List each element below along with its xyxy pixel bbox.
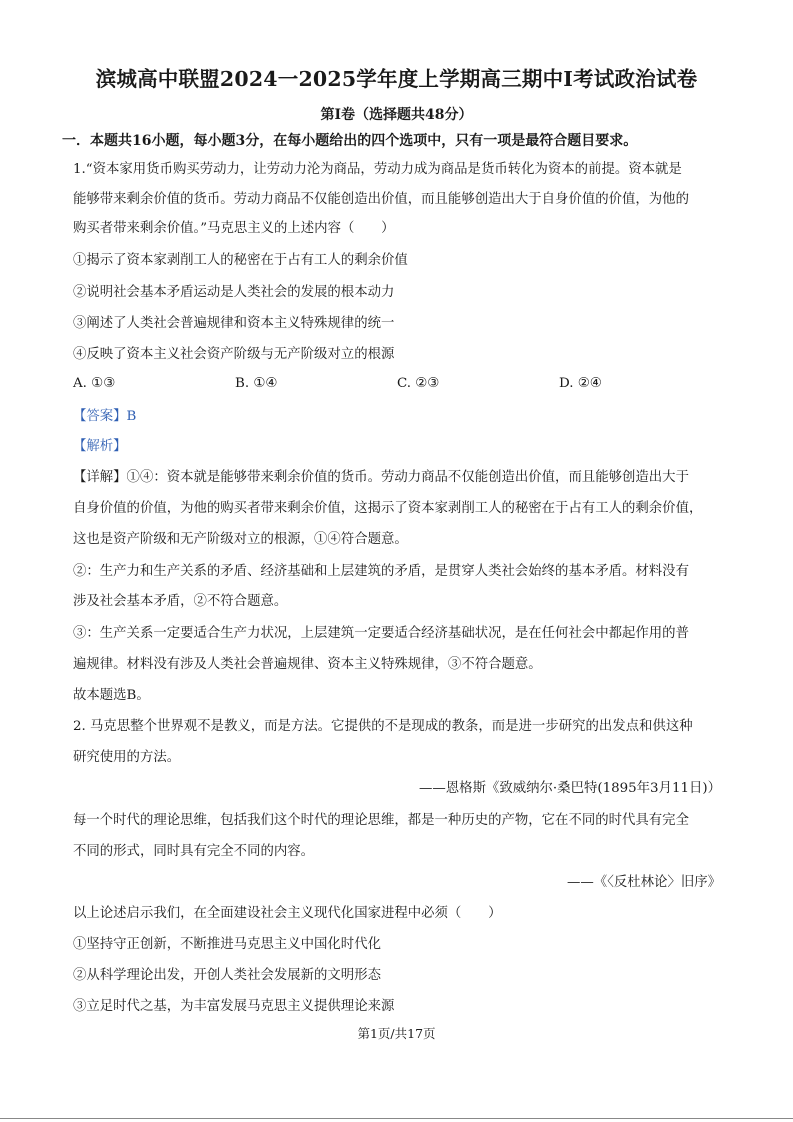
explanation-line: 故本题选B。 (73, 688, 150, 703)
q1-option-b: B. ①④ (235, 376, 278, 391)
q1-statement: ④反映了资本主义社会资产阶级与无产阶级对立的根源 (73, 347, 395, 362)
q2-stem: 以上论述启示我们，在全面建设社会主义现代化国家进程中必须（ ） (73, 906, 502, 921)
q1-stem-line: 能够带来剩余价值的货币。劳动力商品不仅能创造出价值，而且能够创造出大于自身价值的价值，为他的 (73, 192, 689, 207)
q2-quote-line: 2. 马克思整个世界观不是教义，而是方法。它提供的不是现成的教条，而是进一步研究的出发点和供这种 (73, 719, 693, 734)
q2-statement: ①坚持守正创新，不断推进马克思主义中国化时代化 (73, 937, 381, 952)
answer-label: 【答案】B (73, 409, 137, 424)
q2-statement: ②从科学理论出发，开创人类社会发展新的文明形态 (73, 968, 381, 983)
q2-statement: ③立足时代之基，为丰富发展马克思主义提供理论来源 (73, 999, 395, 1014)
page-footer: 第1页/共17页 (357, 1026, 436, 1041)
instructions: 一．本题共16小题，每小题3分，在每小题给出的四个选项中，只有一项是最符合题目要求。 (62, 133, 638, 149)
q2-quote-line: 研究使用的方法。 (73, 750, 181, 765)
q1-stem-line: 1.“资本家用货币购买劳动力，让劳动力沦为商品，劳动力成为商品是货币转化为资本的前提。资本就是 (73, 162, 682, 177)
q1-stem-line: 购买者带来剩余价值。”马克思主义的上述内容（ ） (73, 221, 395, 236)
q1-option-d: D. ②④ (559, 376, 602, 391)
q1-option-c: C. ②③ (397, 376, 440, 391)
q1-statement: ②说明社会基本矛盾运动是人类社会的发展的根本动力 (73, 285, 395, 300)
q1-statement: ③阐述了人类社会普遍规律和资本主义特殊规律的统一 (73, 316, 395, 331)
analysis-label: 【解析】 (73, 439, 127, 454)
explanation-line: 涉及社会基本矛盾，②不符合题意。 (73, 594, 288, 609)
document-title: 滨城高中联盟2024一2025学年度上学期高三期中Ⅰ考试政治试卷 (95, 67, 698, 91)
explanation-line: ②：生产力和生产关系的矛盾、经济基础和上层建筑的矛盾，是贯穿人类社会始终的基本矛盾。材料没有 (73, 564, 689, 579)
explanation-line: ③：生产关系一定要适合生产力状况，上层建筑一定要适合经济基础状况，是在任何社会中都起作用的普 (73, 626, 689, 641)
explanation-line: 这也是资产阶级和无产阶级对立的根源，①④符合题意。 (73, 532, 408, 547)
q2-quote-source: ——《〈反杜林论〉旧序》 (567, 875, 721, 890)
explanation-line: 【详解】①④：资本就是能够带来剩余价值的货币。劳动力商品不仅能创造出价值，而且能够创造出大于 (73, 470, 689, 485)
explanation-line: 遍规律。材料没有涉及人类社会普遍规律、资本主义特殊规律，③不符合题意。 (73, 657, 542, 672)
q1-option-a: A. ①③ (73, 376, 116, 391)
q2-quote-source: ——恩格斯《致威纳尔·桑巴特(1895年3月11日)） (419, 781, 721, 796)
q2-quote-line: 不同的形式，同时具有完全不同的内容。 (73, 844, 315, 859)
q2-quote-line: 每一个时代的理论思维，包括我们这个时代的理论思维，都是一种历史的产物，它在不同的时代具有完全 (73, 813, 689, 828)
q1-statement: ①揭示了资本家剥削工人的秘密在于占有工人的剩余价值 (73, 253, 408, 268)
section-title: 第Ⅰ卷（选择题共48分） (320, 107, 473, 123)
explanation-line: 自身价值的价值，为他的购买者带来剩余价值，这揭示了资本家剥削工人的秘密在于占有工人的剩余价值， (73, 501, 703, 516)
page-bottom-divider (0, 1118, 793, 1119)
